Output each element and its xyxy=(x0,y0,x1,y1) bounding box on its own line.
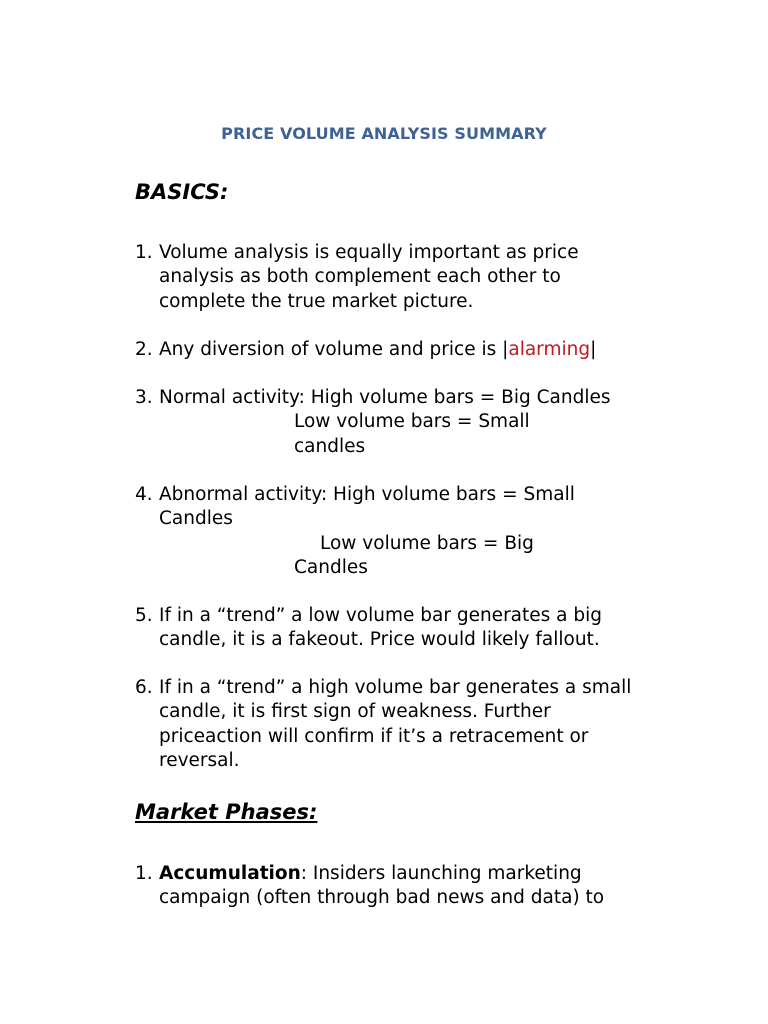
item-text-line: Low volume bars = Small xyxy=(294,411,530,433)
item-text: | xyxy=(590,339,597,360)
market-phases-heading: Market Phases: xyxy=(135,800,318,824)
item-text-line: Candles xyxy=(159,508,233,530)
item-text-line: Abnormal activity: High volume bars = Small xyxy=(159,484,575,505)
item-text-line: Normal activity: High volume bars = Big Candles xyxy=(159,387,611,408)
item-number: 2. xyxy=(135,339,153,360)
item-text-line: Candles xyxy=(294,556,368,578)
item-text-line: candles xyxy=(294,435,366,457)
list-item xyxy=(135,676,695,773)
item-text-line: Volume analysis is equally important as price xyxy=(159,242,579,263)
item-number: 3. xyxy=(135,387,153,408)
list-item xyxy=(135,483,695,580)
item-number: 1. xyxy=(135,863,153,884)
list-item xyxy=(135,862,695,911)
item-text-line: complete the true market picture. xyxy=(159,290,474,312)
item-text: : Insiders launching marketing xyxy=(300,863,582,884)
item-text-line xyxy=(159,338,695,362)
item-text-line: If in a “trend” a low volume bar generates a big xyxy=(159,605,603,626)
alarming-highlight: alarming xyxy=(508,339,591,360)
item-number: 4. xyxy=(135,484,153,505)
item-text-line: campaign (often through bad news and data) to xyxy=(159,887,605,909)
item-number: 1. xyxy=(135,242,153,263)
item-text-line: reversal. xyxy=(159,749,240,771)
phase-term: Accumulation xyxy=(159,863,301,884)
item-text-line: candle, it is first sign of weakness. Further xyxy=(159,701,551,723)
item-text-line: priceaction will confirm if it’s a retracement or xyxy=(159,725,589,747)
item-number: 6. xyxy=(135,677,153,698)
list-item xyxy=(135,338,695,362)
item-text-line: Low volume bars = Big xyxy=(320,532,534,554)
item-text-line: candle, it is a fakeout. Price would likely fallout. xyxy=(159,629,600,651)
list-item xyxy=(135,386,695,459)
basics-heading: BASICS: xyxy=(135,180,229,204)
item-text-line xyxy=(159,862,695,886)
document-title: PRICE VOLUME ANALYSIS SUMMARY xyxy=(221,124,547,143)
list-item xyxy=(135,604,695,653)
item-text-line: If in a “trend” a high volume bar generates a small xyxy=(159,677,632,698)
list-item xyxy=(135,241,695,314)
item-text: Any diversion of volume and price is | xyxy=(159,339,509,360)
item-number: 5. xyxy=(135,605,153,626)
item-text-line: analysis as both complement each other to xyxy=(159,266,561,288)
